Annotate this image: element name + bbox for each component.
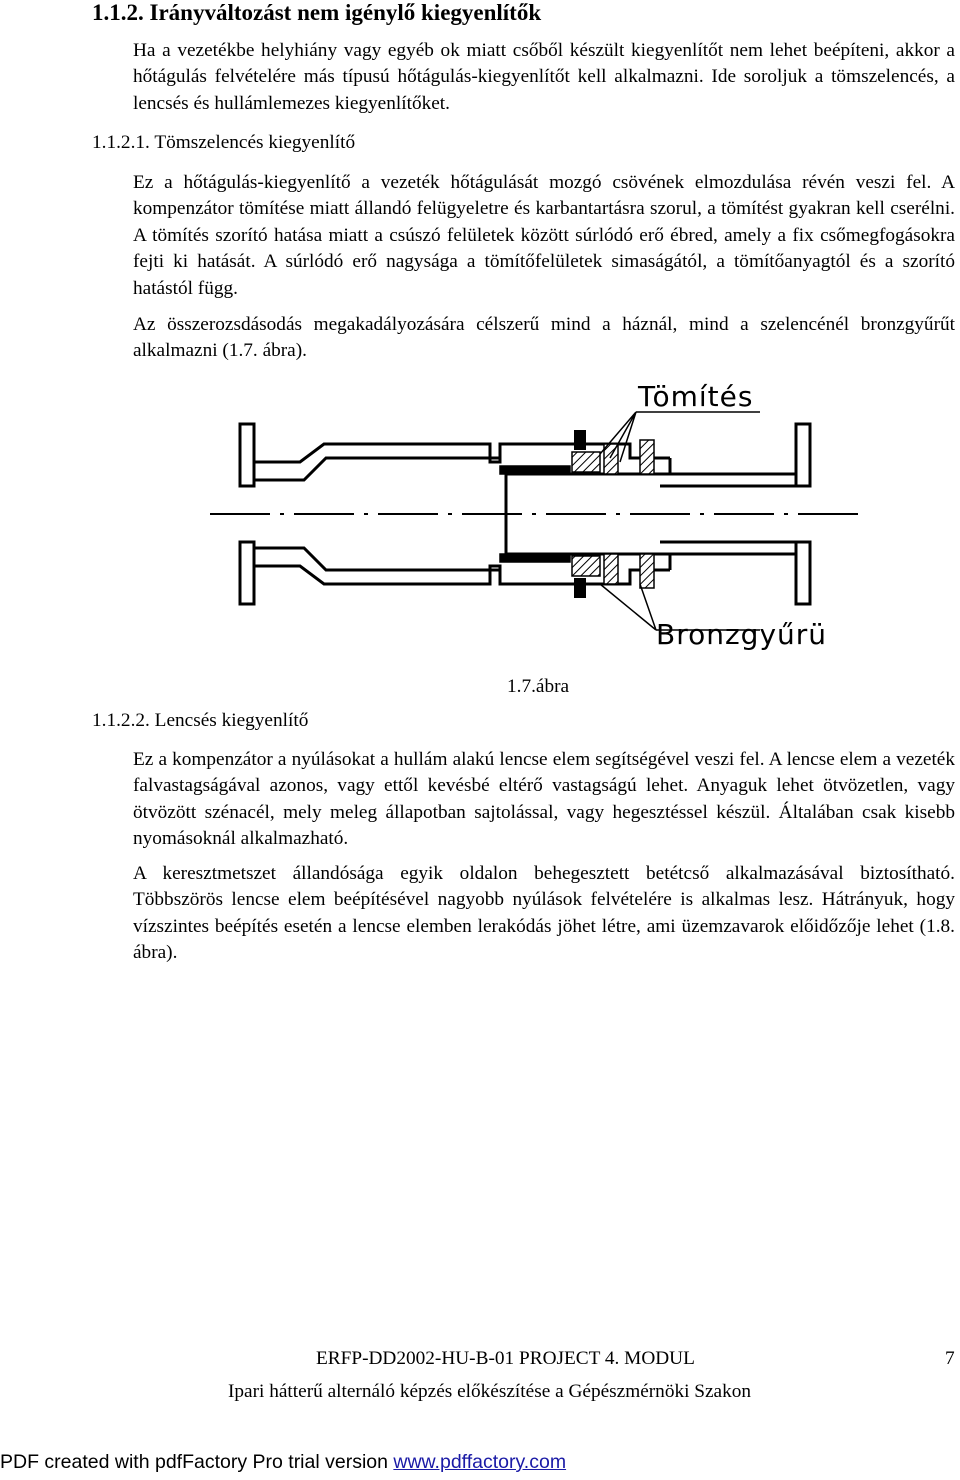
subsection-title-2: 1.1.2.2. Lencsés kiegyenlítő: [92, 710, 309, 731]
footer-subtitle-line: Ipari hátterű alternáló képzés előkészítése a Gépészmérnöki Szakon: [228, 1381, 752, 1402]
page-number: 7: [945, 1348, 955, 1369]
left-flange-bottom: [240, 542, 254, 604]
right-flange-bottom: [796, 542, 810, 604]
subsection-2-paragraph-1: Ez a kompenzátor a nyúlásokat a hullám alakú lencse elem segítségével veszi fel. A lencse elem a vezeték falvastagságával azonos, vagy ettől kevésbé eltérő vastagságú lehet. Anyaguk lehet ötvözetlen, vagy ötvözött szénacél, mely meleg állapotban sajtolással, vagy hegesztéssel készül. Általában csak kisebb nyomásoknál alkalmazható.: [133, 749, 955, 850]
subsection-title-1: 1.1.2.1. Tömszelencés kiegyenlítő: [92, 132, 356, 153]
label-leader-top: [600, 412, 760, 462]
label-bronzgyuru: Bronzgyűrü: [656, 618, 828, 651]
pdf-banner-text: PDF created with pdfFactory Pro trial version: [0, 1451, 394, 1473]
label-tomites: Tömítés: [638, 380, 754, 413]
footer-project-line: ERFP-DD2002-HU-B-01 PROJECT 4. MODUL: [316, 1348, 695, 1369]
section-heading: [92, 0, 541, 27]
intro-paragraph: Ha a vezetékbe helyhiány vagy egyéb ok miatt csőből készült kiegyenlítőt nem lehet beépíteni, akkor a hőtágulás felvételére más típusú hőtágulás-kiegyenlítőt kell alkalmazni. Ide soroljuk a tömszelencés, a lencsés és hullámlemezes kiegyenlítőket.: [133, 40, 955, 114]
figure-stuffing-box-compensator: [200, 362, 880, 662]
figure-caption: 1.7.ábra: [507, 676, 570, 697]
left-flange-top: [240, 424, 254, 486]
pdf-banner: [0, 1449, 566, 1475]
subsection-2-paragraph-2: A keresztmetszet állandósága egyik oldalon behegesztett betétcső alkalmazásával biztosítható. Többszörös lencse elem beépítésével nagyobb nyúlások felvételére is alkalmas lesz. Hátrányuk, hogy vízszintes beépítés esetén a lencse elemben lerakódás jöhet létre, ami üzemzavarok előidőzője lehet (1.8. ábra).: [133, 863, 955, 964]
subsection-1-paragraph-1: Ez a hőtágulás-kiegyenlítő a vezeték hőtágulását mozgó csövének elmozdulása révén veszi fel. A kompenzátor tömítése miatt állandó felügyeletre és karbantartásra szorul, a tömítést gyakran kell cserélni. A tömítés szorító hatása miatt a csúszó felületek között súrlódó erő ébred, amely a fix csőmegfogásokra fejti ki hatását. A súrlódó erő nagysága a tömítőfelületek simaságától, a tömítőanyagtól és a szorító hatástól függ.: [133, 172, 955, 299]
subsection-1-paragraph-2: Az összerozsdásodás megakadályozására célszerű mind a háznál, mind a szelencénél bronzgyűrűt alkalmazni (1.7. ábra).: [133, 314, 955, 362]
section-title: Irányváltozást nem igénylő kiegyenlítők: [149, 0, 542, 25]
pdf-banner-link[interactable]: www.pdffactory.com: [393, 1451, 567, 1473]
section-number: 1.1.2.: [92, 0, 144, 25]
right-flange-top: [796, 424, 810, 486]
